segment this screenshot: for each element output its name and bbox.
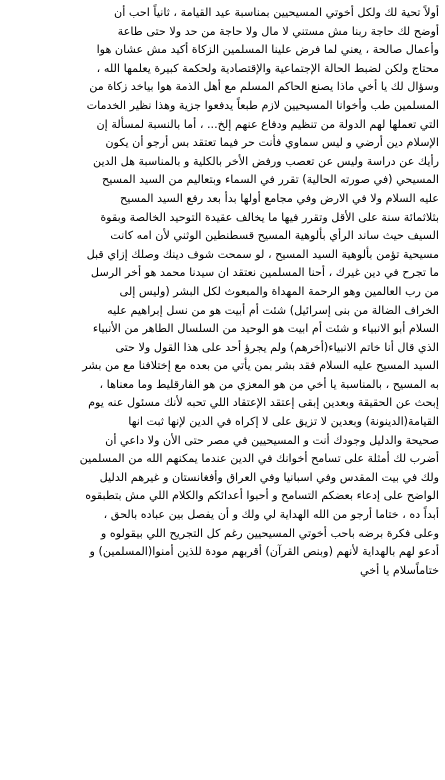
text-line: من رب العالمين وهو الرحمة المهداة والمبعوث لكل البشر (وليس إلى bbox=[119, 284, 439, 298]
text-line: الواضح على إدعاء بعضكم التسامح و أحبوا أعدائكم والكلام اللي مش بتطبقوه bbox=[85, 489, 439, 503]
text-line: أدعو لهم بالهداية لأنهم (وبنص القرآن) أقربهم مودة للذين أمنوا(المسلمين) و bbox=[89, 545, 439, 559]
text-line: بثلاثمائة سنة على الأقل وتقرر فيها ما يخالف عقيدة التوحيد الخالصة وبقوة bbox=[100, 210, 439, 224]
text-line: المسيحي (في صورته الحالية) تقرر في السماء وبتعاليم من السيد المسيح bbox=[102, 173, 439, 187]
text-line: الذي قال أنا خاتم الانبياء(أخرهم) ولم يجرؤ أحد على هذا القول ولا حتى bbox=[115, 340, 439, 354]
text-line: السيد المسيح عليه السلام فقد بشر بمن يأتي من بعده مع إختلافنا مع من بشر bbox=[82, 359, 439, 373]
text-line: صحيحة والدليل وجودك أنت و المسيحيين في مصر حتى الأن ولا داعي أن bbox=[105, 433, 439, 447]
text-line: رأيك عن دراسة وليس عن تعصب ورفض الأخر بالكلية و بالمناسبة هل الدين bbox=[93, 154, 439, 168]
text-line: أولاً تحية لك ولكل أخوتي المسيحيين بمناسبة عيد القيامة ، ثانياً احب أن bbox=[113, 6, 439, 19]
text-line: محتاج ولكن لضبط الحالة الإجتماعية والإقتصادية ولحكمة كبيرة يعلمها الله ، bbox=[96, 61, 439, 75]
text-line: أوضح لك حاجة ربنا مش مستني لا مال ولا حاجة من حد ولا حتى طاعة bbox=[117, 24, 439, 38]
text-line: عليه السلام ولا في الارض وفي مجامع أولها بدأ بعد رفع السيد المسيح bbox=[119, 191, 439, 205]
document-body bbox=[6, 4, 439, 580]
text-line: ختاماًسلام يا أخي bbox=[359, 563, 439, 577]
text-line: به المسيح ، بالمناسبة يا أخي من هو المعزي من هو الفارقليط وما معناها ، bbox=[99, 377, 439, 391]
text-line: السيف حيث ساند الرأي بألوهية المسيح قسطنطين الوثني لأن امه كانت bbox=[110, 229, 439, 243]
text-line: وعلى فكرة برضه باحب أخوتي المسيحيين رغم كل التجريح اللي بيقولوه و bbox=[100, 526, 439, 540]
text-line: السلام أبو الانبياء و شئت أم ابيت هو الوحيد من السلسال الطاهر من الأنبياء bbox=[92, 322, 439, 336]
text-line: الخراف الضالة من بنى إسرائيل) شئت أم أبيت هو من نسل إبراهيم عليه bbox=[107, 303, 439, 317]
text-line: وسؤال لك يا أخي ماذا يصنع الحاكم المسلم مع أهل الذمة هوا بياخد زكاة من bbox=[89, 80, 439, 94]
text-line: إبحث عن الحقيقة وبعدين إبقى إعتقد الإعتقاد اللي تحبه لأنك مسئول عنه يوم bbox=[88, 396, 439, 410]
text-line: ما تجرح في دين غيرك ، أحنا المسلمين نعتقد ان سيدنا محمد هو أخر الرسل bbox=[90, 266, 439, 280]
text-line: القيامة(الدينونة) وبعدين لا تزيق على لا إكراه في الدين لإنها ثبت انها bbox=[128, 415, 439, 429]
text-line: أضرب لك أمثلة على تسامح أخوانك في الدين عندما يمكنهم الله من المسلمين bbox=[79, 452, 439, 466]
text-line: أبداً ده ، ختاما أرجو من الله الهداية لي ولك و أن يفصل بين عباده بالحق ، bbox=[103, 508, 439, 522]
text-line: التي تعملها لهم الدولة من تنظيم ودفاع عنهم إلخ... ، أما بالنسبة لمسألة إن bbox=[96, 117, 439, 131]
text-line: الإسلام دين أرضي و ليس سماوي فأنت حر فيما تعتقد بس أرجو أن يكون bbox=[105, 136, 439, 150]
text-line: ولك في بيت المقدس وفي اسبانيا وفي العراق وأفغانستان و غيرهم الدليل bbox=[99, 470, 439, 484]
text-line: وأعمال صالحة ، يعني لما فرض علينا المسلمين الزكاة أكيد مش عشان هوا bbox=[96, 43, 439, 57]
text-line: مسيحية تؤمن بألوهية السيد المسيح ، لو سمحت شوف دينك وصلك إزاي قبل bbox=[86, 247, 439, 261]
text-line: المسلمين طب وأخوانا المسيحيين لازم طبعاً يدفعوا جزية وهذا نظير الخدمات bbox=[86, 98, 439, 112]
